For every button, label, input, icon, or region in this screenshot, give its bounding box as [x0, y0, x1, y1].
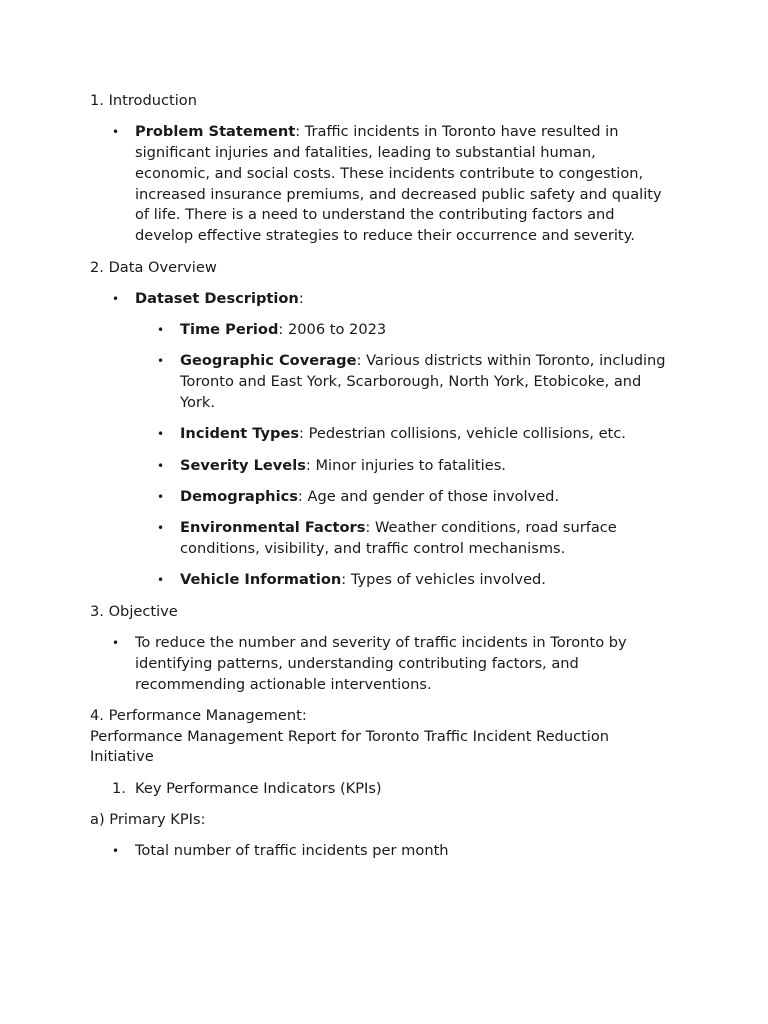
- item-text: : Weather conditions, road surface conditions, visibility, and traffic control mechanisms.: [180, 519, 617, 558]
- document-page: [90, 91, 670, 873]
- item-label: Incident Types: [180, 425, 300, 443]
- item-text: : Various districts within Toronto, including Toronto and East York, Scarborough, North York, Etobicoke, and York.: [180, 352, 666, 412]
- dataset-description-label: Dataset Description: [135, 289, 299, 307]
- bullet-icon: •: [157, 489, 165, 504]
- item-text: : 2006 to 2023: [278, 321, 387, 339]
- bullet-icon: •: [157, 458, 165, 473]
- objective-list: [90, 633, 670, 695]
- bullet-icon: •: [157, 521, 165, 536]
- item-number: 1.: [112, 779, 126, 797]
- item-label: Vehicle Information: [180, 571, 342, 589]
- section-heading-data-overview: 2. Data Overview: [90, 258, 217, 276]
- kpi-text: Total number of traffic incidents per month: [135, 842, 449, 860]
- section-heading-performance-management: 4. Performance Management:: [90, 706, 307, 724]
- item-label: Environmental Factors: [180, 519, 366, 537]
- list-item-incident-types: [135, 424, 670, 445]
- bullet-icon: •: [157, 573, 165, 588]
- list-item-demographics: [135, 487, 670, 508]
- list-item-geographic-coverage: [135, 351, 670, 413]
- problem-statement-label: Problem Statement: [135, 123, 296, 141]
- list-item-problem-statement: [90, 122, 670, 247]
- item-label: Demographics: [180, 487, 298, 505]
- dataset-description-text: :: [298, 289, 304, 307]
- list-item-vehicle-information: [135, 570, 670, 591]
- section-heading-introduction: 1. Introduction: [90, 92, 197, 109]
- kpis-heading: Key Performance Indicators (KPIs): [135, 779, 382, 797]
- item-text: : Age and gender of those involved.: [297, 487, 560, 505]
- list-item-objective: [90, 633, 670, 695]
- item-text: : Types of vehicles involved.: [341, 571, 546, 589]
- item-label: Severity Levels: [180, 456, 306, 474]
- bullet-icon: •: [112, 291, 120, 306]
- objective-text: To reduce the number and severity of traffic incidents in Toronto by identifying patterns, understanding contributing factors, and recommending actionable interventions.: [135, 633, 627, 693]
- list-item-severity-levels: [135, 456, 670, 477]
- item-label: Time Period: [180, 321, 279, 339]
- dataset-details-list: [135, 320, 670, 591]
- item-text: : Minor injuries to fatalities.: [305, 456, 506, 474]
- primary-kpis-list: [90, 841, 670, 862]
- item-label: Geographic Coverage: [180, 352, 357, 370]
- numbered-item-kpis: [90, 779, 670, 800]
- item-text: : Pedestrian collisions, vehicle collisions, etc.: [299, 425, 626, 443]
- bullet-icon: •: [157, 323, 165, 338]
- bullet-icon: •: [112, 635, 120, 650]
- list-item-dataset-description: [90, 289, 670, 591]
- bullet-icon: •: [157, 354, 165, 369]
- list-item-kpi: [90, 841, 670, 862]
- bullet-icon: •: [112, 125, 120, 140]
- bullet-icon: •: [157, 427, 165, 442]
- data-overview-list: [90, 289, 670, 591]
- primary-kpis-heading: a) Primary KPIs:: [90, 811, 206, 829]
- bullet-icon: •: [112, 844, 120, 859]
- list-item-environmental-factors: [135, 518, 670, 560]
- list-item-time-period: [135, 320, 670, 341]
- performance-report-title: Performance Management Report for Toronto Traffic Incident Reduction Initiative: [90, 727, 610, 766]
- introduction-list: [90, 122, 670, 247]
- problem-statement-text: : Traffic incidents in Toronto have resulted in significant injuries and fatalities, leading to substantial human, economic, and social costs. These incidents contribute to congestion, increased insurance premiums, and decreased public safety and quality of life. There is a need to understand the contributing factors and develop effective strategies to reduce their occurrence and severity.: [135, 123, 662, 245]
- section-heading-objective: 3. Objective: [90, 602, 178, 620]
